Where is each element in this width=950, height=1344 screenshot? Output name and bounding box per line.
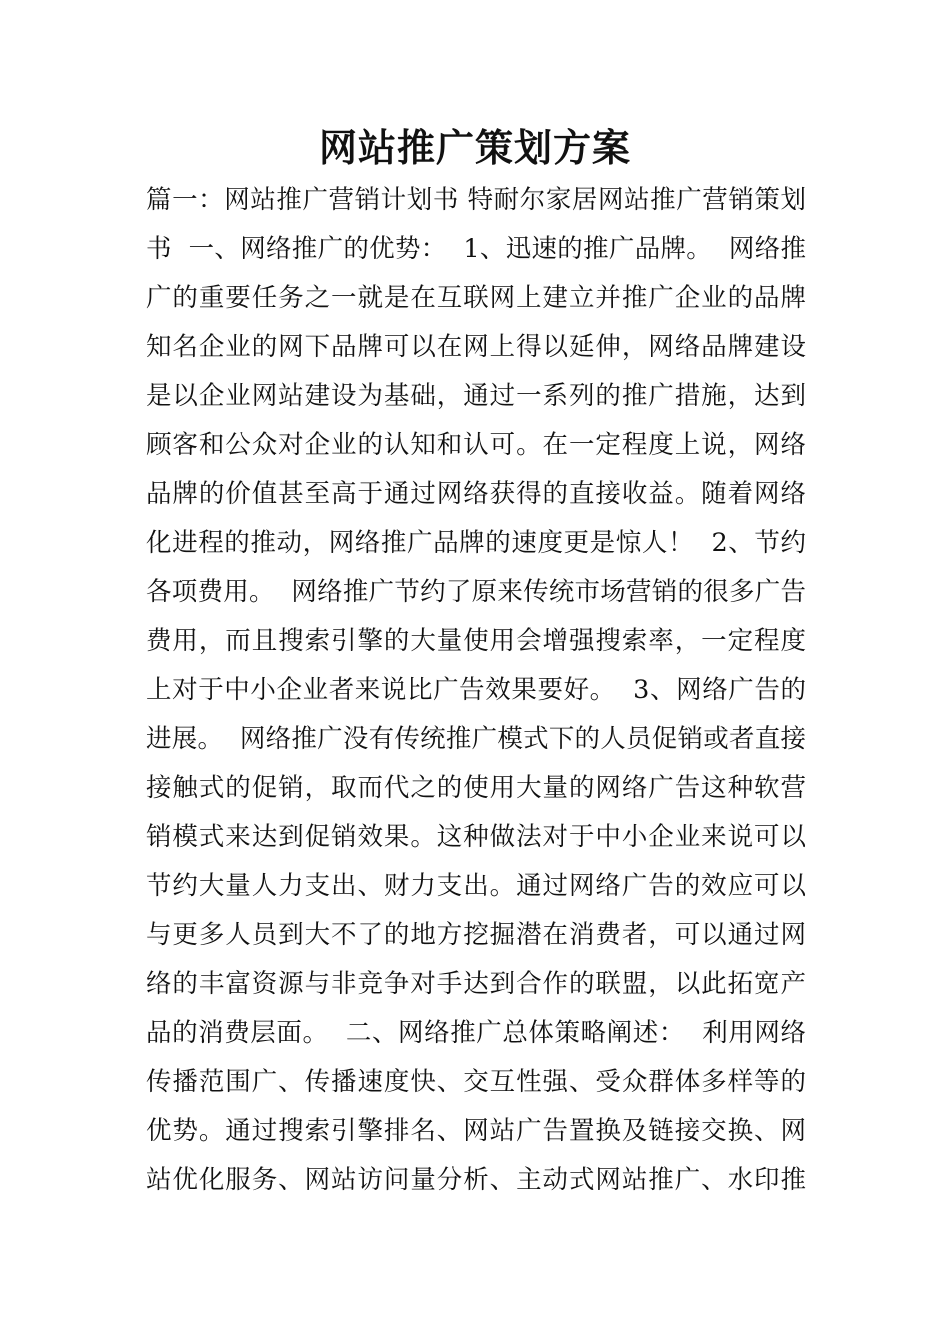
- body-line: 上对于中小企业者来说比广告效果要好。 3、网络广告的: [146, 675, 806, 705]
- body-line: 销模式来达到促销效果。这种做法对于中小企业来说可以: [146, 822, 806, 852]
- body-line: 优势。通过搜索引擎排名、网站广告置换及链接交换、网: [146, 1116, 806, 1146]
- body-line: 篇一：网站推广营销计划书 特耐尔家居网站推广营销策划: [146, 185, 806, 215]
- body-line: 顾客和公众对企业的认知和认可。在一定程度上说，网络: [146, 430, 806, 460]
- body-line: 化进程的推动，网络推广品牌的速度更是惊人！ 2、节约: [146, 528, 806, 558]
- body-line: 品牌的价值甚至高于通过网络获得的直接收益。随着网络: [146, 479, 806, 509]
- body-line: 各项费用。 网络推广节约了原来传统市场营销的很多广告: [146, 577, 806, 607]
- body-line: 传播范围广、传播速度快、交互性强、受众群体多样等的: [146, 1067, 806, 1097]
- body-line: 品的消费层面。 二、网络推广总体策略阐述： 利用网络: [146, 1018, 806, 1048]
- body-line: 进展。 网络推广没有传统推广模式下的人员促销或者直接: [146, 724, 806, 754]
- document-title: 网站推广策划方案: [318, 125, 631, 170]
- document-body: [146, 176, 806, 1205]
- body-line: 接触式的促销，取而代之的使用大量的网络广告这种软营: [146, 773, 806, 803]
- body-line: 络的丰富资源与非竞争对手达到合作的联盟，以此拓宽产: [146, 969, 806, 999]
- body-line: 节约大量人力支出、财力支出。通过网络广告的效应可以: [146, 871, 806, 901]
- body-line: 书 一、网络推广的优势： 1、迅速的推广品牌。 网络推: [146, 234, 806, 264]
- body-line: 站优化服务、网站访问量分析、主动式网站推广、水印推: [146, 1165, 806, 1195]
- body-line: 费用，而且搜索引擎的大量使用会增强搜索率，一定程度: [146, 626, 806, 656]
- body-line: 与更多人员到大不了的地方挖掘潜在消费者，可以通过网: [146, 920, 806, 950]
- body-line: 是以企业网站建设为基础，通过一系列的推广措施，达到: [146, 381, 806, 411]
- body-line: 广的重要任务之一就是在互联网上建立并推广企业的品牌: [146, 283, 806, 313]
- body-line: 知名企业的网下品牌可以在网上得以延伸，网络品牌建设: [146, 332, 806, 362]
